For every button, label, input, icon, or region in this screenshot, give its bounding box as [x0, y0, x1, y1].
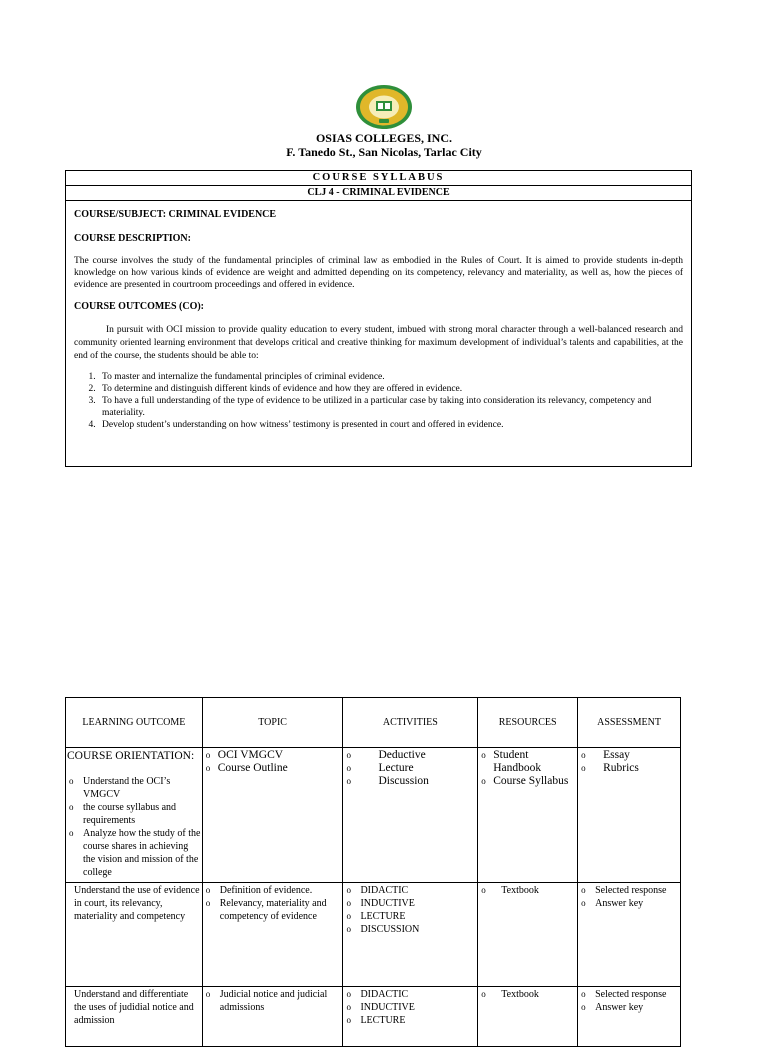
topic-cell — [202, 883, 343, 987]
list-item: o Discussion — [344, 775, 476, 788]
activities-cell — [343, 987, 478, 1047]
activities-cell — [343, 883, 478, 987]
topic-list — [204, 749, 342, 775]
list-item: o Judicial notice and judicial admissions — [204, 988, 342, 1014]
list-item: o Answer key — [579, 1001, 679, 1014]
table-row — [66, 987, 681, 1047]
activities-cell — [343, 748, 478, 883]
syllabus-title: COURSE SYLLABUS — [65, 170, 692, 186]
list-item: o Analyze how the study of the course shares in achieving the vision and mission of the college — [67, 827, 201, 879]
course-info-box — [65, 200, 692, 467]
list-item: o INDUCTIVE — [344, 1001, 476, 1014]
topic-cell — [202, 987, 343, 1047]
list-item: o Relevancy, materiality and competency of evidence — [204, 897, 342, 923]
activity-list — [344, 749, 476, 788]
outcome-cell — [66, 883, 203, 987]
list-item: o Lecture — [344, 762, 476, 775]
list-item: o Essay — [579, 749, 679, 762]
topic-list — [204, 884, 342, 923]
list-item: o LECTURE — [344, 1014, 476, 1027]
outcome-item: 3. To have a full understanding of the type of evidence to be utilized in a particular case by taking into consideration its relevancy, competency and materiality. — [98, 395, 683, 419]
outcome-cell — [66, 748, 203, 883]
resources-cell — [478, 987, 578, 1047]
list-item: o Rubrics — [579, 762, 679, 775]
resource-list — [479, 988, 576, 1001]
school-name: OSIAS COLLEGES, INC. — [315, 131, 453, 145]
outcomes-list — [74, 371, 683, 431]
list-item: o INDUCTIVE — [344, 897, 476, 910]
assessment-list — [579, 749, 679, 775]
topic-cell — [202, 748, 343, 883]
outcomes-intro: In pursuit with OCI mission to provide quality education to every student, imbued with strong moral character through a well-balanced research and community oriented learning environment that develops critical and creative thinking for maximum development of individual’s talents and capabilities, at the end of the course, the students should be able to: — [74, 325, 683, 361]
outcome-item: 4. Develop student’s understanding on how witness’ testimony is presented in court and offered in evidence. — [98, 419, 683, 431]
list-item: o DIDACTIC — [344, 988, 476, 1001]
list-item: o Understand the OCI’s VMGCV — [67, 775, 201, 801]
resource-list — [479, 749, 576, 788]
resources-cell — [478, 748, 578, 883]
list-item: o DISCUSSION — [344, 923, 476, 936]
list-item: o DIDACTIC — [344, 884, 476, 897]
assessment-cell — [578, 748, 681, 883]
course-description: The course involves the study of the fundamental principles of criminal law as embodied in the Rules of Court. It is aimed to provide students in-depth knowledge on how various kinds of evidence are weight and admitted depending on its competency, relevancy and materiality, as well as, how the pieces of evidence are presented in courtroom proceedings and offered in evidence. — [74, 256, 683, 290]
header-assessment: ASSESSMENT — [578, 698, 681, 748]
activity-list — [344, 988, 476, 1027]
table-row — [66, 883, 681, 987]
course-code: CLJ 4 - CRIMINAL EVIDENCE — [65, 185, 692, 201]
list-item: o Course Outline — [204, 762, 342, 775]
assessment-cell — [578, 883, 681, 987]
table-row — [66, 748, 681, 883]
outcome-text: Understand and differentiate the uses of judidial notice and admission — [74, 989, 194, 1026]
list-item: o Student Handbook — [479, 749, 576, 775]
header-topic: TOPIC — [202, 698, 343, 748]
school-seal-icon — [355, 84, 413, 130]
topic-list — [204, 988, 342, 1014]
header-activities: ACTIVITIES — [343, 698, 478, 748]
outcome-item: 2. To determine and distinguish different kinds of evidence and how they are offered in evidence. — [98, 383, 683, 395]
list-item: o Selected response — [579, 988, 679, 1001]
description-heading: COURSE DESCRIPTION: — [74, 233, 191, 244]
assessment-list — [579, 988, 679, 1014]
list-item: o OCI VMGCV — [204, 749, 342, 762]
header-learning-outcome: LEARNING OUTCOME — [66, 698, 203, 748]
activity-list — [344, 884, 476, 936]
orientation-title: COURSE ORIENTATION: — [67, 750, 195, 762]
list-item: o Course Syllabus — [479, 775, 576, 788]
assessment-cell — [578, 987, 681, 1047]
assessment-list — [579, 884, 679, 910]
list-item: o Selected response — [579, 884, 679, 897]
list-item: o Definition of evidence. — [204, 884, 342, 897]
list-item: o Answer key — [579, 897, 679, 910]
list-item: o Textbook — [479, 884, 576, 897]
outcomes-heading: COURSE OUTCOMES (CO): — [74, 301, 205, 312]
outcome-list — [67, 775, 201, 879]
list-item: o Deductive — [344, 749, 476, 762]
course-subject: COURSE/SUBJECT: CRIMINAL EVIDENCE — [74, 209, 277, 220]
school-address: F. Tanedo St., San Nicolas, Tarlac City — [286, 145, 482, 159]
list-item: o LECTURE — [344, 910, 476, 923]
outcome-cell — [66, 987, 203, 1047]
outcome-item: 1. To master and internalize the fundamental principles of criminal evidence. — [98, 371, 683, 383]
header-resources: RESOURCES — [478, 698, 578, 748]
syllabus-table — [65, 697, 681, 1047]
table-header-row — [66, 698, 681, 748]
list-item: o Textbook — [479, 988, 576, 1001]
resource-list — [479, 884, 576, 897]
resources-cell — [478, 883, 578, 987]
list-item: o the course syllabus and requirements — [67, 801, 201, 827]
outcome-text: Understand the use of evidence in court, its relevancy, materiality and competency — [74, 885, 200, 922]
